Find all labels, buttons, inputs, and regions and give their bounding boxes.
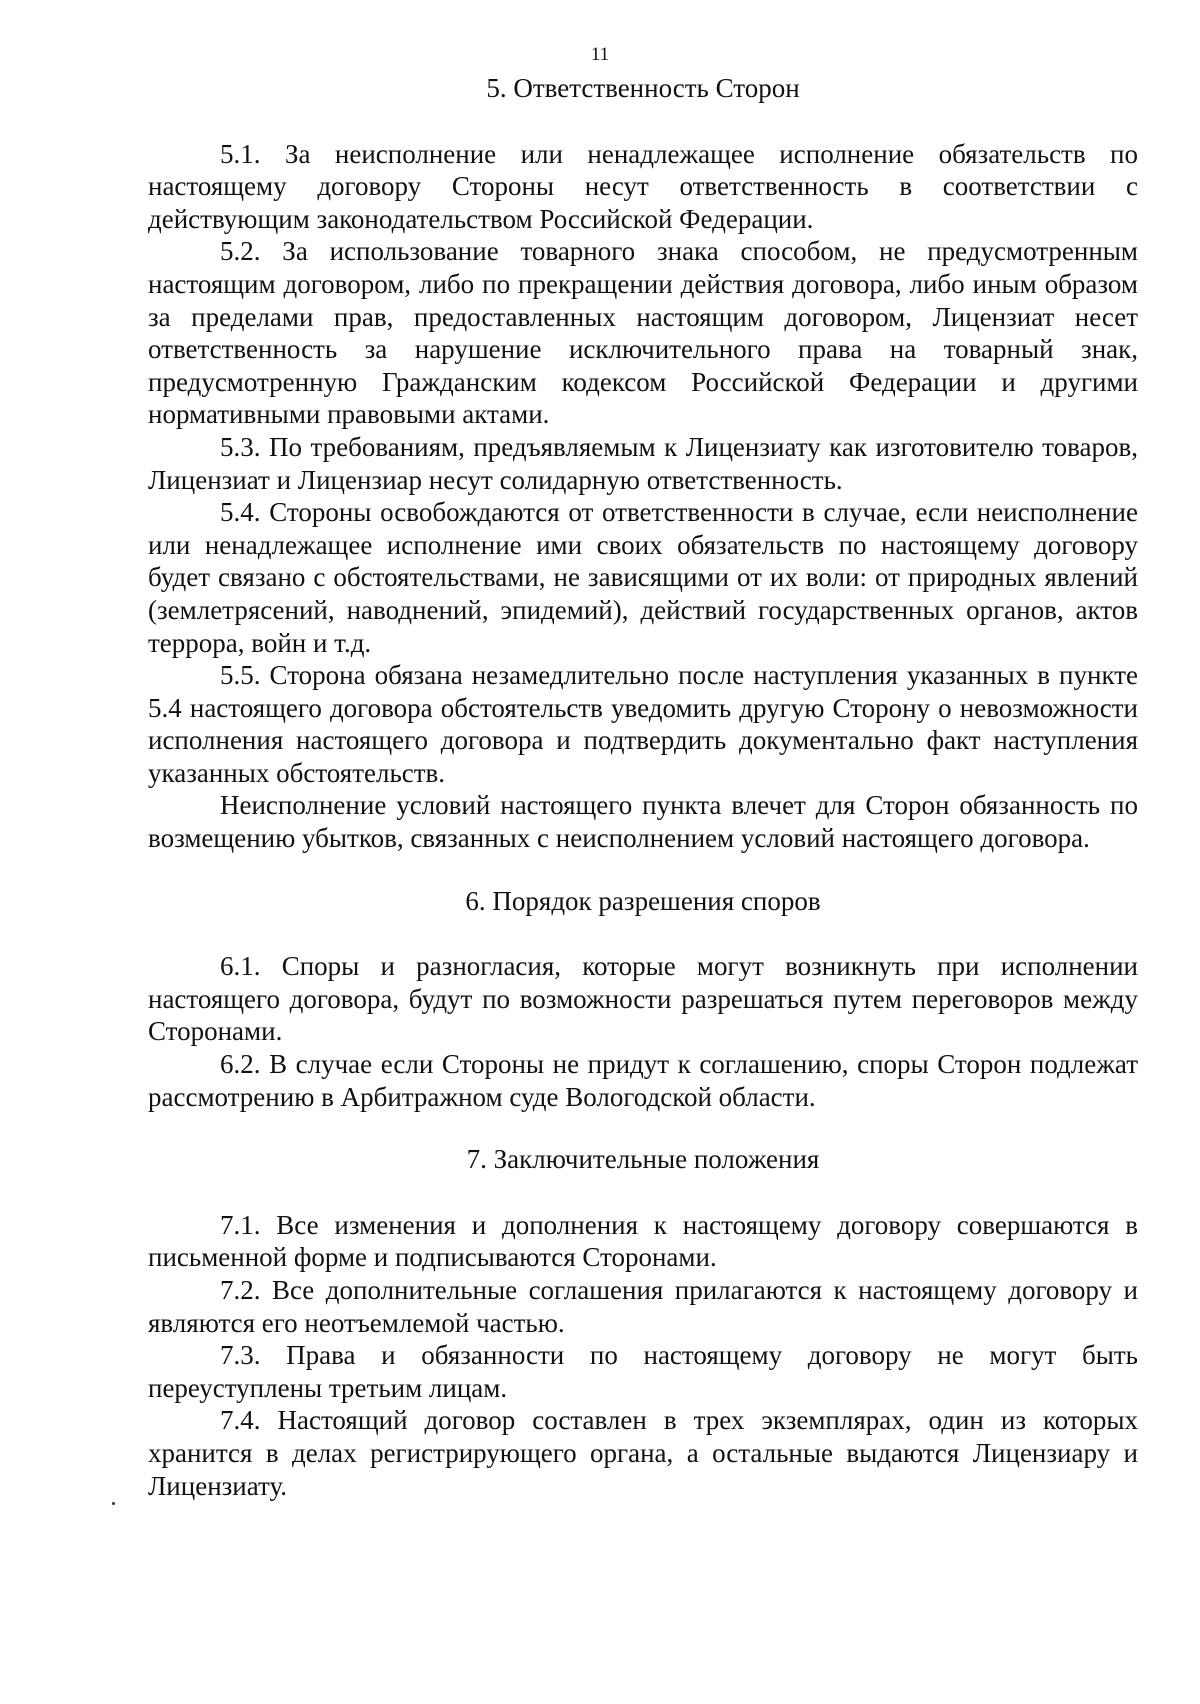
scan-artifact-dot [112, 1502, 115, 1505]
clause-7-4: 7.4. Настоящий договор составлен в трех экземплярах, один из которых хранится в делах регистрирующего органа, а остальные выдаются Лицензиару и Лицензиату. [148, 1405, 1138, 1501]
clause-6-1: 6.1. Споры и разногласия, которые могут возникнуть при исполнении настоящего договора, будут по возможности разрешаться путем переговоров между Сторонами. [148, 951, 1138, 1047]
clause-5-2: 5.2. За использование товарного знака способом, не предусмотренным настоящим договором, либо по прекращении действия договора, либо иным образом за пределами прав, предоставленных настоящим договором, Лицензиат несет ответственность за нарушение исключительного права на товарный знак, предусмотренную Гражданским кодексом Российской Федерации и другими нормативными правовыми актами. [148, 236, 1138, 430]
clause-5-1: 5.1. За неисполнение или ненадлежащее исполнение обязательств по настоящему договору Стороны несут ответственность в соответствии с действующим законодательством Российской Федерации. [148, 138, 1138, 234]
clause-7-3: 7.3. Права и обязанности по настоящему договору не могут быть переуступлены третьим лицам. [148, 1340, 1138, 1403]
clause-5-5-continuation: Неисполнение условий настоящего пункта влечет для Сторон обязанность по возмещению убытков, связанных с неисполнением условий настоящего договора. [148, 790, 1138, 854]
section-title: 7. Заключительные положения [466, 1144, 820, 1175]
document-body [148, 72, 1138, 1502]
clause-5-5: 5.5. Сторона обязана незамедлительно после наступления указанных в пункте 5.4 настоящего договора обстоятельств уведомить другую Сторону о невозможности исполнения настоящего договора и подтвердить документально факт наступления указанных обстоятельств. [148, 660, 1138, 788]
section-liability [148, 72, 1138, 855]
clause-5-3: 5.3. По требованиям, предъявляемым к Лицензиату как изготовителю товаров, Лицензиат и Лицензиар несут солидарную ответственность. [148, 431, 1138, 495]
clause-5-4: 5.4. Стороны освобождаются от ответственности в случае, если неисполнение или ненадлежащее исполнение ими своих обязательств по настоящему договору будет связано с обстоятельствами, не зависящими от их воли: от природных явлений (землетрясений, наводнений, эпидемий), действий государственных органов, актов террора, войн и т.д. [148, 497, 1138, 658]
clause-7-2: 7.2. Все дополнительные соглашения прилагаются к настоящему договору и являются его неотъемлемой частью. [148, 1275, 1138, 1338]
section-final-provisions [148, 1143, 1138, 1502]
clause-6-2: 6.2. В случае если Стороны не придут к соглашению, споры Сторон подлежат рассмотрению в Арбитражном суде Вологодской области. [148, 1049, 1138, 1112]
clause-7-1: 7.1. Все изменения и дополнения к настоящему договору совершаются в письменной форме и подписываются Сторонами. [148, 1209, 1138, 1273]
page-number: 11 [590, 44, 610, 65]
section-title: 6. Порядок разрешения споров [465, 885, 821, 916]
section-dispute-resolution [148, 885, 1138, 1114]
section-title: 5. Ответственность Сторон [486, 73, 800, 103]
